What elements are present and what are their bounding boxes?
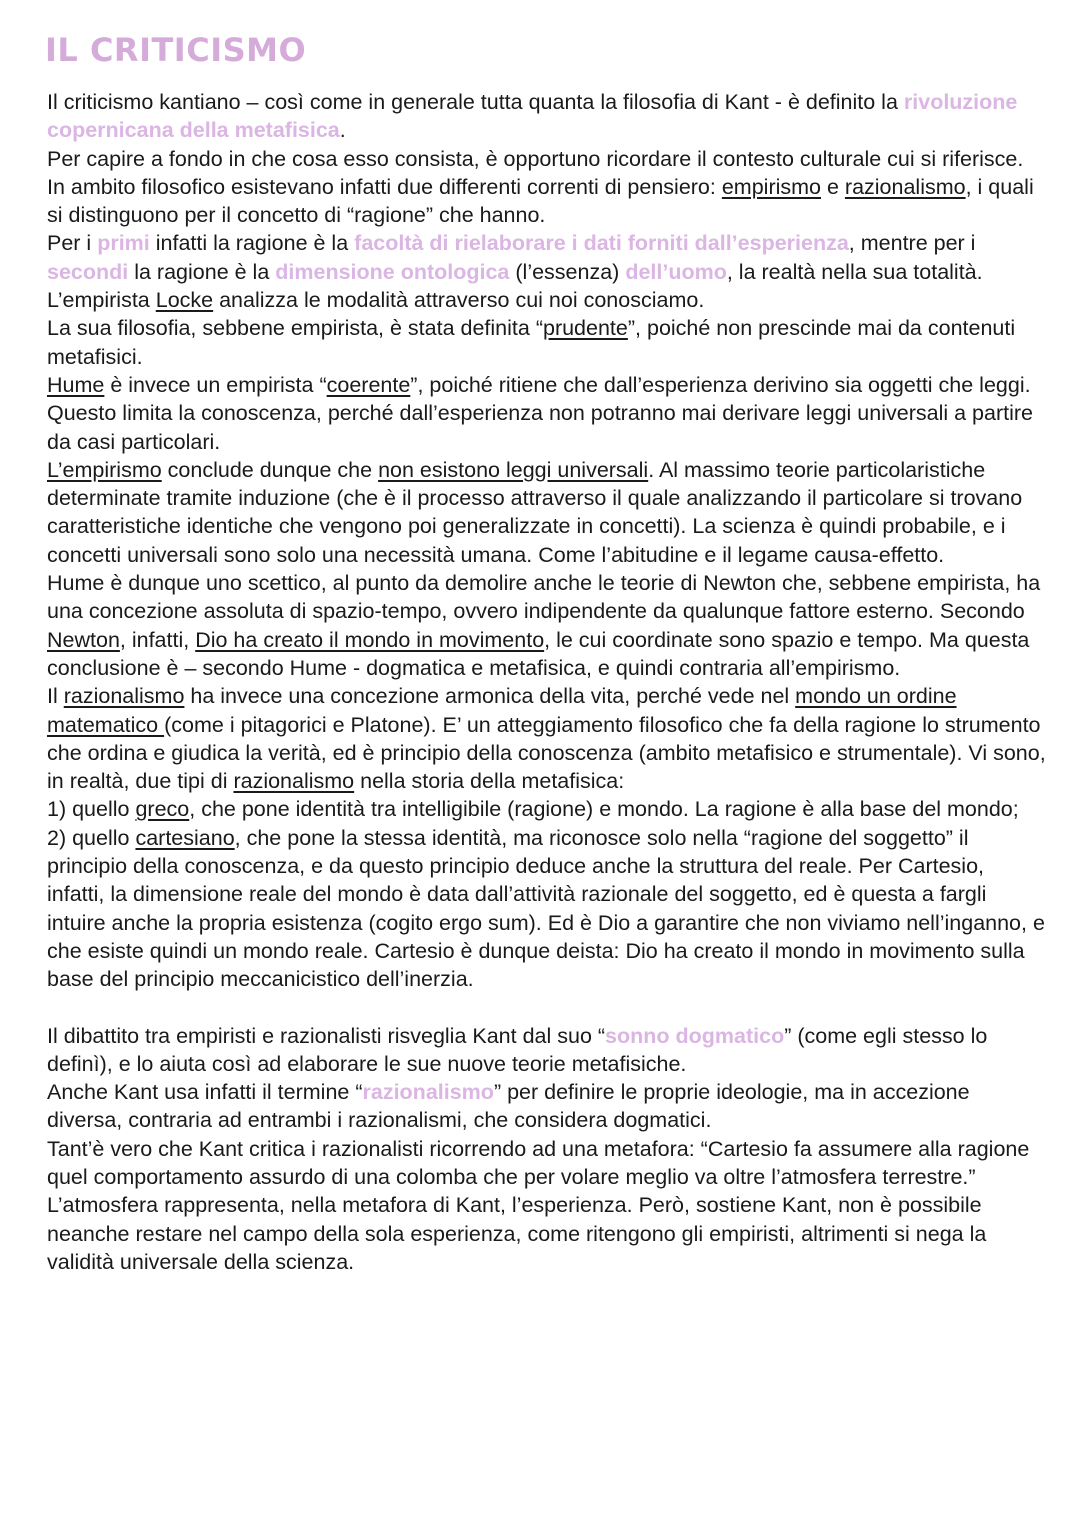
paragraph: Tant’è vero che Kant critica i razionalisti ricorrendo ad una metafora: “Cartesio fa assumere alla ragione quel comportamento assurdo di una colomba che per volare meglio va oltre l’atmosfera terrestre.” — [47, 1136, 1030, 1189]
text-run: infatti la ragione è la — [149, 231, 355, 256]
text-run: Hume è dunque uno scettico, al punto da demolire anche le teorie di Newton che, sebbene empirista, ha una concezione assoluta di spazio-tempo, ovvero indipendente da qualunque fattore esterno. Secondo — [47, 571, 1041, 624]
paragraph — [47, 1022, 1047, 1079]
text-run: ” (come egli stesso lo definì), e lo aiuta così ad elaborare le sue nuove teorie metafisiche. — [47, 1023, 988, 1076]
underlined-term: mondo un ordine matematico — [47, 684, 957, 737]
paragraph — [47, 682, 1047, 795]
paragraph — [47, 314, 1047, 371]
text-run: 1) quello — [47, 797, 136, 822]
text-run: ha invece una concezione armonica della vita, perché vede nel — [184, 684, 796, 709]
underlined-term: coerente — [326, 372, 411, 397]
text-run: . Al massimo teorie particolaristiche determinate tramite induzione (che è il processo attraverso il quale analizzando il particolare si trovano caratteristiche identiche che vengono poi generalizzate in concetti). La scienza è quindi probabile, e i concetti universali sono solo una necessità umana. Come l’abitudine e il legame causa-effetto. — [47, 457, 1023, 567]
underlined-term: empirismo — [721, 174, 821, 199]
text-run: analizza le modalità attraverso cui noi conosciamo. — [213, 288, 705, 313]
text-run: . — [339, 118, 346, 143]
text-run: ”, poiché ritiene che dall’esperienza derivino sia oggetti che leggi. Questo limita la conoscenza, perché dall’esperienza non potranno mai derivare leggi universali a partire da casi particolari. — [47, 372, 1033, 454]
underlined-term: cartesiano — [135, 825, 235, 850]
text-run: , mentre per i — [848, 231, 976, 256]
list-item — [47, 795, 1047, 823]
paragraph — [47, 569, 1047, 682]
text-run: ”, poiché non prescinde mai da contenuti metafisici. — [47, 316, 1016, 369]
paragraph-gap — [47, 994, 1047, 1022]
text-run: Il dibattito tra empiristi e razionalisti risveglia Kant dal suo “ — [47, 1023, 606, 1048]
text-run: conclude dunque che — [161, 457, 379, 482]
text-run: è invece un empirista “ — [104, 372, 327, 397]
paragraph — [47, 88, 1047, 145]
highlighted-term: secondi — [47, 259, 129, 284]
underlined-term: greco — [135, 797, 190, 822]
text-run: , che pone la stessa identità, ma riconosce solo nella “ragione del soggetto” il principio della conoscenza, e da questo principio deduce anche la struttura del reale. Per Cartesio, infatti, la dimensione reale del mondo è data dall’attività razionale del soggetto, ed è questa a fargli intuire anche la propria esistenza (cogito ergo sum). Ed è Dio a garantire che non viviamo nell’inganno, e che esiste quindi un mondo reale. Cartesio è dunque deista: Dio ha creato il mondo in movimento sulla base del principio meccanicistico dell’inerzia. — [47, 825, 1045, 992]
underlined-term: razionalismo — [844, 174, 966, 199]
underlined-term: L’empirismo — [47, 457, 162, 482]
document-page — [47, 28, 1047, 1276]
page-title: IL CRITICISMO — [45, 31, 307, 69]
document-body — [47, 88, 1047, 1276]
underlined-term: non esistono leggi universali — [378, 457, 649, 482]
underlined-term: Dio ha creato il mondo in movimento — [195, 627, 545, 652]
highlighted-term: sonno dogmatico — [605, 1023, 785, 1048]
list-item — [47, 824, 1047, 994]
text-run: Anche Kant usa infatti il termine “ — [47, 1080, 363, 1105]
text-run: , infatti, — [119, 627, 196, 652]
text-run: la ragione è la — [128, 259, 276, 284]
highlighted-term: razionalismo — [362, 1080, 494, 1105]
text-run: , i quali si distinguono per il concetto di “ragione” che hanno. — [47, 174, 1034, 228]
underlined-term: prudente — [542, 316, 628, 341]
highlighted-term: rivoluzione copernicana della metafisica — [47, 90, 1018, 143]
paragraph — [47, 456, 1047, 569]
text-run: , che pone identità tra intelligibile (ragione) e mondo. La ragione è alla base del mondo; — [189, 797, 1019, 822]
underlined-term: Newton — [47, 627, 120, 652]
underlined-term: Locke — [155, 288, 214, 313]
text-run: (l’essenza) — [509, 259, 626, 284]
paragraph — [47, 173, 1047, 230]
paragraph — [47, 1078, 1047, 1135]
paragraph: L’atmosfera rappresenta, nella metafora di Kant, l’esperienza. Però, sostiene Kant, non è possibile neanche restare nel campo della sola esperienza, come ritengono gli empiristi, altrimenti si nega la validità universale della scienza. — [47, 1193, 987, 1274]
text-run: , le cui coordinate sono spazio e tempo. Ma questa conclusione è – secondo Hume - dogmatica e metafisica, e quindi contraria all’empirismo. — [47, 627, 1030, 680]
highlighted-term: dimensione ontologica — [275, 259, 510, 284]
paragraph — [47, 371, 1047, 456]
underlined-term: razionalismo — [63, 684, 185, 709]
underlined-term: Hume — [47, 372, 105, 397]
text-run: Il — [47, 684, 64, 709]
text-run: L’empirista — [47, 288, 156, 313]
highlighted-term: facoltà di rielaborare i dati forniti dall’esperienza — [354, 231, 849, 256]
text-run: La sua filosofia, sebbene empirista, è stata definita “ — [47, 316, 543, 341]
text-run: In ambito filosofico esistevano infatti due differenti correnti di pensiero: — [47, 174, 722, 199]
text-run: 2) quello — [47, 825, 136, 850]
text-run: , la realtà nella sua totalità. — [726, 259, 983, 284]
paragraph — [47, 229, 1047, 286]
text-run: Il criticismo kantiano – così come in generale tutta quanta la filosofia di Kant - è definito la — [47, 90, 904, 114]
highlighted-term: dell’uomo — [625, 259, 727, 284]
paragraph: Per capire a fondo in che cosa esso consista, è opportuno ricordare il contesto culturale cui si riferisce. — [47, 146, 1024, 171]
text-run: Per i — [47, 231, 98, 256]
paragraph — [47, 286, 1047, 314]
text-run: nella storia della metafisica: — [354, 769, 625, 794]
text-run: (come i pitagorici e Platone). E’ un atteggiamento filosofico che fa della ragione lo strumento che ordina e giudica la verità, ed è principio della conoscenza (ambito metafisico e strumentale). Vi sono, in realtà, due tipi di — [47, 712, 1046, 794]
text-run: e — [821, 174, 845, 199]
highlighted-term: primi — [97, 231, 150, 256]
underlined-term: razionalismo — [233, 769, 355, 794]
text-run: ” per definire le proprie ideologie, ma in accezione diversa, contraria ad entrambi i razionalismi, che considera dogmatici. — [47, 1080, 970, 1133]
